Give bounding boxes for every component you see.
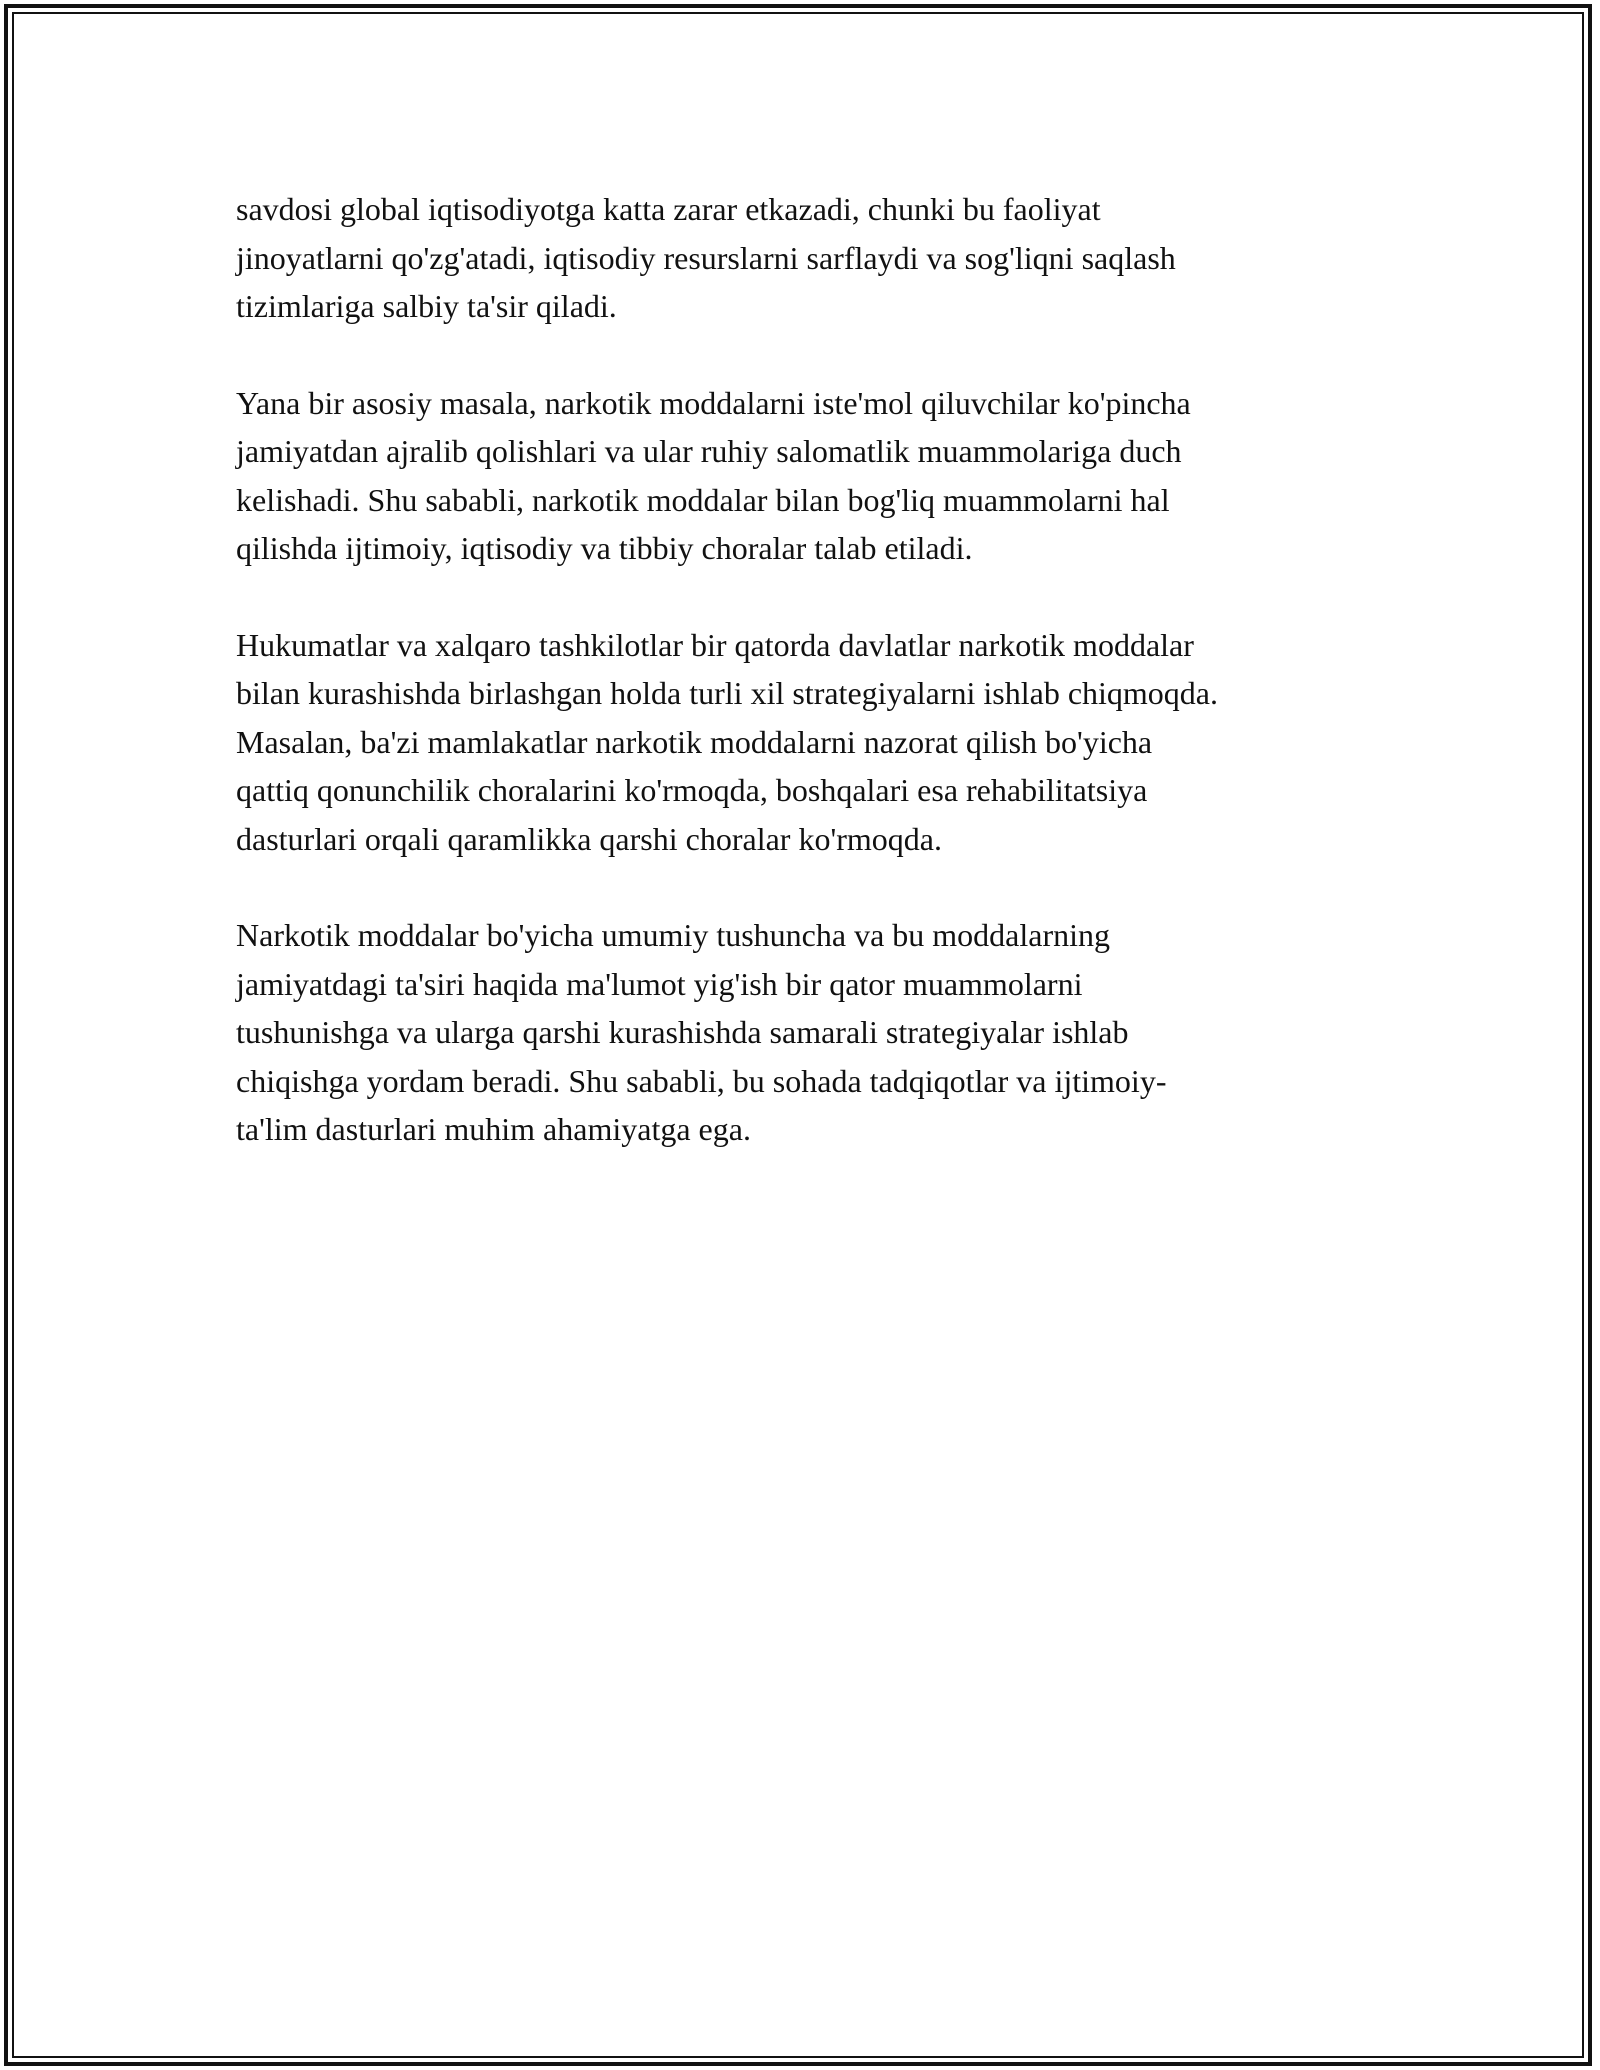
text-line: kelishadi. Shu sababli, narkotik moddalar bilan bog'liq muammolarni hal [236, 481, 1170, 518]
text-line: savdosi global iqtisodiyotga katta zarar etkazadi, chunki bu faoliyat [236, 191, 1101, 227]
text-line: jamiyatdan ajralib qolishlari va ular ruhiy salomatlik muammolariga duch [236, 433, 1182, 469]
text-line: ta'lim dasturlari muhim ahamiyatga ega. [236, 1111, 751, 1147]
paragraph-2 [236, 379, 1376, 573]
text-line: jinoyatlarni qo'zg'atadi, iqtisodiy resurslarni sarflaydi va sog'liqni saqlash [236, 239, 1176, 276]
text-line: tushunishga va ularga qarshi kurashishda samarali strategiyalar ishlab [236, 1014, 1129, 1050]
text-line: chiqishga yordam beradi. Shu sababli, bu sohada tadqiqotlar va ijtimoiy- [236, 1062, 1167, 1099]
text-line: bilan kurashishda birlashgan holda turli xil strategiyalarni ishlab chiqmoqda. [236, 675, 1218, 711]
text-line: qilishda ijtimoiy, iqtisodiy va tibbiy choralar talab etiladi. [236, 530, 973, 566]
document-body [236, 185, 1376, 1202]
text-line: Masalan, ba'zi mamlakatlar narkotik moddalarni nazorat qilish bo'yicha [236, 723, 1153, 760]
text-line: Yana bir asosiy masala, narkotik moddalarni iste'mol qiluvchilar ko'pincha [236, 384, 1191, 421]
text-line: tizimlariga salbiy ta'sir qiladi. [236, 288, 617, 324]
paragraph-1 [236, 185, 1376, 331]
text-line: Narkotik moddalar bo'yicha umumiy tushuncha va bu moddalarning [236, 917, 1111, 953]
text-line: qattiq qonunchilik choralarini ko'rmoqda, boshqalari esa rehabilitatsiya [236, 772, 1148, 808]
text-line: jamiyatdagi ta'siri haqida ma'lumot yig'ish bir qator muammolarni [236, 965, 1083, 1002]
text-line: dasturlari orqali qaramlikka qarshi choralar ko'rmoqda. [236, 820, 942, 857]
text-line: Hukumatlar va xalqaro tashkilotlar bir qatorda davlatlar narkotik moddalar [236, 626, 1194, 663]
paragraph-4 [236, 911, 1376, 1154]
paragraph-3 [236, 621, 1376, 864]
